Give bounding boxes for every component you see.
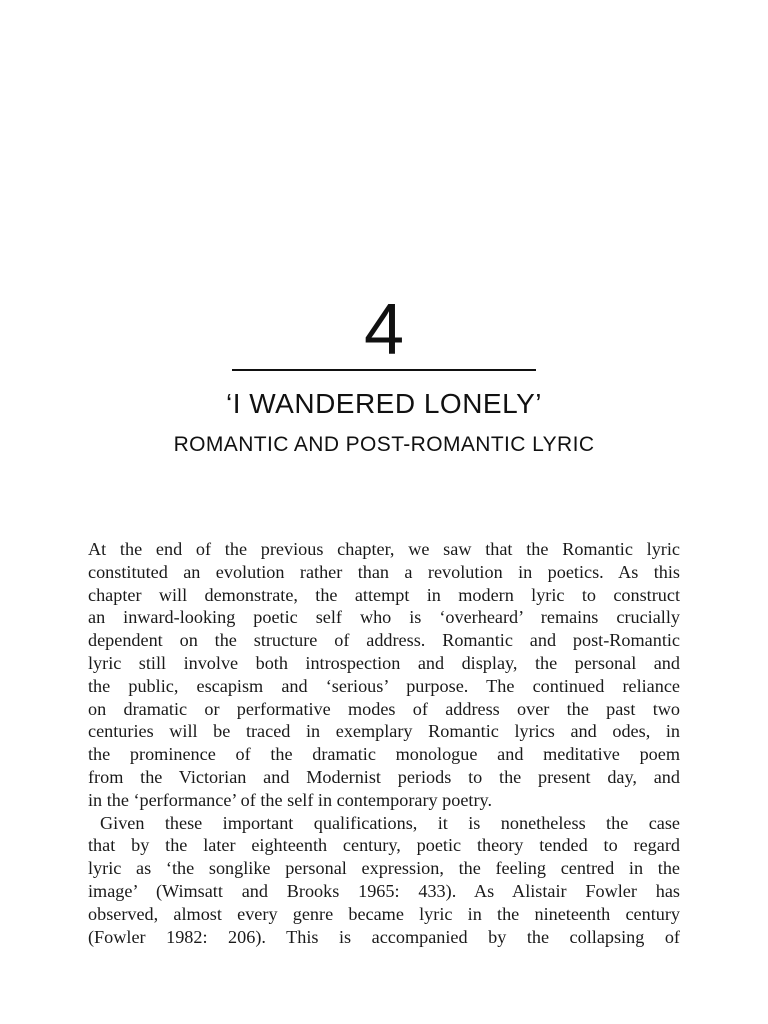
body-line: Given these important qualifications, it is nonetheless the case xyxy=(100,812,680,833)
body-line: on dramatic or performative modes of address over the past two xyxy=(88,698,680,719)
body-line: an inward-looking poetic self who is ‘overheard’ remains crucially xyxy=(88,607,680,628)
body-line: that by the later eighteenth century, poetic theory tended to regard xyxy=(88,835,680,856)
body-line: constituted an evolution rather than a revolution in poetics. As this xyxy=(88,561,680,582)
body-line: in the ‘performance’ of the self in contemporary poetry. xyxy=(88,789,492,810)
body-line: (Fowler 1982: 206). This is accompanied by the collapsing of xyxy=(88,926,680,947)
body-line: lyric as ‘the songlike personal expression, the feeling centred in the xyxy=(88,858,680,879)
body-line: observed, almost every genre became lyric in the nineteenth century xyxy=(88,903,680,924)
body-line: chapter will demonstrate, the attempt in modern lyric to construct xyxy=(88,584,680,605)
body-line: centuries will be traced in exemplary Romantic lyrics and odes, in xyxy=(88,721,680,742)
chapter-number: 4 xyxy=(363,290,405,370)
body-line: At the end of the previous chapter, we saw that the Romantic lyric xyxy=(88,539,680,559)
body-line: dependent on the structure of address. Romantic and post-Romantic xyxy=(88,630,680,651)
chapter-subtitle: ROMANTIC AND POST-ROMANTIC LYRIC xyxy=(173,433,595,456)
body-line: the public, escapism and ‘serious’ purpose. The continued reliance xyxy=(88,675,680,696)
chapter-title: ‘I WANDERED LONELY’ xyxy=(226,388,542,419)
body-line: the prominence of the dramatic monologue and meditative poem xyxy=(88,744,680,765)
body-line: image’ (Wimsatt and Brooks 1965: 433). As Alistair Fowler has xyxy=(88,880,680,901)
body-text xyxy=(88,538,680,948)
body-line: from the Victorian and Modernist periods to the present day, and xyxy=(88,766,680,787)
body-line: lyric still involve both introspection and display, the personal and xyxy=(88,652,680,673)
chapter-divider-rule xyxy=(232,369,536,371)
